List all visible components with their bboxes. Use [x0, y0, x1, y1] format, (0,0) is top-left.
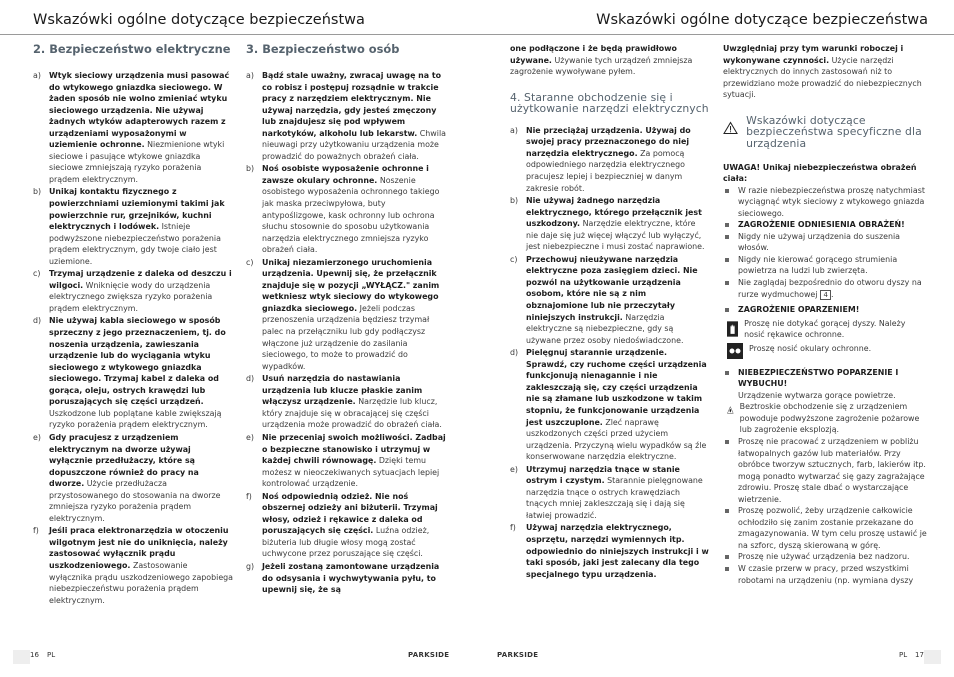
list-item	[33, 186, 233, 267]
item-letter: a)	[33, 71, 41, 80]
list-item	[246, 491, 446, 560]
item-bold-text: Pielęgnuj starannie urządzenie. Sprawdź, czy ruchome części urządzenia funkcjonują nienagannie i nie zakleszczają się, czy części urządzenia nie są złamane lub uszkodzone w takim stopniu, że funkcjonowanie urządzenia jest uszczuplone.	[526, 348, 707, 427]
list-item	[33, 70, 233, 185]
item-letter: g)	[246, 561, 255, 571]
left-page-header	[0, 0, 477, 35]
continued-paragraph: one podłączone i że będą prawidłowo używane. Używanie tych urządzeń zmniejsza zagrożenie wywoływane pyłem.	[510, 44, 693, 77]
list-item	[246, 373, 446, 431]
left-header-title: Wskazówki ogólne dotyczące bezpieczeństwa	[33, 12, 365, 28]
item-text: Zleć naprawę uszkodzonych części przed użyciem urządzenia. Przyczyną wielu wypadków są źle konserwowane narzędzia elektryczne.	[526, 417, 707, 462]
section-heading: 2. Bezpieczeństwo elektryczne	[33, 42, 231, 56]
column-electrical-safety	[33, 43, 233, 607]
item-bold-text: Nie używaj żadnego narzędzia elektrycznego, którego przełącznik jest uszkodzony.	[526, 196, 702, 229]
item-text: Dzięki temu możesz w nieoczekiwanych sytuacjach lepiej kontrolować urządzenie.	[262, 456, 440, 489]
fire-warning: NIEBEZPIECZEŃSTWO POPARZENIE I WYBUCHU!	[723, 367, 928, 390]
item-bold-text: Usuń narzędzia do nastawiania urządzenia lub klucze płaskie zanim włączysz urządzenie.	[262, 374, 423, 407]
right-header-title: Wskazówki ogólne dotyczące bezpieczeństwa	[596, 12, 928, 28]
item-bold-text: Wtyk sieciowy urządzenia musi pasować do wtykowego gniazdka sieciowego. W żaden sposób nie wolno zmieniać wtyku sieciowego urządzenia. Nie używaj żadnych wtyków adapterowych razem z urządzeniami wyposażonymi w uziemienie ochronne.	[49, 71, 230, 150]
item-text: Luźna odzież, biżuteria lub długie włosy mogą zostać uchwycone przez poruszające się części.	[262, 526, 430, 559]
item-letter: d)	[33, 316, 42, 326]
list-item	[33, 268, 233, 314]
flame-icon	[727, 401, 734, 419]
list-item	[510, 522, 710, 580]
section-heading: 3. Bezpieczeństwo osób	[246, 42, 400, 56]
warning-triangle-icon	[723, 115, 738, 141]
item-letter: a)	[246, 71, 254, 80]
list-item	[510, 254, 710, 346]
item-text: Zastosowanie wyłącznika prądu uszkodzeniowego zapobiega niebezpieczeństwu porażenia prądem elektrycznym.	[49, 560, 234, 605]
item-text: Niezmienione wtyki sieciowe i pasujące wtykowe gniazdka sieciowe zmniejszają ryzyko porażenia prądem elektrycznym.	[49, 140, 225, 184]
item-letter: b)	[246, 164, 255, 174]
footer-left: 16	[30, 651, 39, 659]
bullet-item: Nigdy nie używaj urządzenia do suszenia włosów.	[723, 231, 928, 254]
section-heading: Wskazówki dotyczące bezpieczeństwa specyficzne dla urządzenia	[746, 113, 922, 150]
list-item	[510, 125, 710, 194]
goggles-icon	[727, 343, 743, 359]
list-item	[510, 464, 710, 522]
reference-number: 4	[820, 290, 830, 300]
column-device-specific: Uwzględniaj przy tym warunki roboczej i wykonywane czynności. Użycie narzędzi elektrycznych do innych zastosowań niż to przewidziano może prowadzić do niebezpiecznych sytuacji. Wskazówki dotyczące bezpieczeństwa specyficzne dla urządzenia UWAGA! Unikaj niebezpieczeństwa obrażeń ciała: W razie niebezpieczeństwa proszę natychmiast wyciągnąć wtyk sieciowy z wtykowego gniazda sieciowego. ZAGROŻENIE ODNIESIENIA OBRAŻEŃ! Nigdy nie używaj urządzenia do suszenia włosów. Nigdy nie kierować gorącego strumienia powietrza na ludzi lub zwierzęta. Nie zaglądaj bezpośrednio do otworu dyszy na rurze wydmuchowej 4 . ZAGROŻENIE OPARZENIEM! Proszę nie dotykać gorącej dyszy. Należy nosić rękawice ochronne. Proszę nosić okulary ochronne. NIEBEZPIECZEŃSTWO POPARZENIE I WYBUCHU! Urządzenie wytwarza gorące powietrze. Beztroskie obchodzenie się z urządzeniem powoduje podwyższone zagrożenie pożarowe lub zagrożenie eksplozją. Proszę nie pracować z urządzeniem w pobliżu łatwopalnych gazów lub materiałów. Przy obróbce tworzyw sztucznych, farb, lakierów itp. mogą ponadto wytwarzać się gazy zagrażające zdrowiu. Proszę stale dbać o wystarczające wietrzenie. Proszę pozwolić, żeby urządzenie całkowicie ochłodziło się zanim zostanie przekazane do zmagazynowania. W tym celu proszę ustawić je na szforc, dyszą skierowaną w górę. Proszę nie używać urządzenia bez nadzoru. W czasie przerw w pracy, przed wszystkimi robotami na urządzeniu (np. wymiana dyszy	[723, 44, 927, 585]
item-letter: c)	[246, 257, 254, 267]
item-bold-text: Przechowuj nieużywane narzędzia elektryczne poza zasięgiem dzieci. Nie pozwól na użytkowanie urządzenia osobom, które nie są z nim obznajomione lub nie przeczytały niniejszych instrukcji.	[526, 254, 698, 322]
warning-text: UWAGA! Unikaj niebezpieczeństwa obrażeń ciała:	[723, 162, 917, 184]
item-letter: f)	[510, 523, 516, 533]
item-text: Za pomocą odpowiedniego narzędzia elektrycznego pracujesz lepiej i bezpieczniej w danym zakresie robót.	[526, 148, 685, 193]
item-text: Narzędzie elektryczne, które nie daje się już więcej włączyć lub wyłączyć, jest niebezpieczne i musi zostać naprawione.	[526, 219, 705, 252]
list-item	[510, 347, 710, 462]
item-text: Narzędzie lub klucz, który znajduje się w obracającej się części urządzenia może prowadzić do obrażeń ciała.	[262, 397, 442, 430]
item-text: Chwila nieuwagi przy użytkowaniu urządzenia może prowadzić do poważnych obrażeń ciała.	[262, 128, 446, 161]
list-item	[33, 525, 233, 606]
item-letter: e)	[33, 432, 41, 442]
page-number-box-right	[924, 650, 941, 664]
bullet-item: Proszę pozwolić, żeby urządzenie całkowicie ochłodziło się zanim zostanie przekazane do zmagazynowania. W tym celu proszę ustawić je na szforc, dyszą skierowaną w górę.	[723, 505, 928, 551]
hot-air-warning: ZAGROŻENIE ODNIESIENIA OBRAŻEŃ!	[723, 219, 928, 231]
item-text: Starannie pielęgnowane narzędzia tnące o ostrych krawędziach tnących mniej zakleszczają się i dają się łatwiej prowadzić.	[526, 476, 703, 520]
continued-paragraph: Uwzględniaj przy tym warunki roboczej i wykonywane czynności. Użycie narzędzi elektrycznych do innych zastosowań niż to przewidziano może prowadzić do niebezpiecznych sytuacji.	[723, 44, 922, 100]
list-item	[246, 257, 446, 372]
item-bold-text: Utrzymuj narzędzia tnące w stanie ostrym i czystym.	[526, 464, 680, 486]
item-bold-text: Nie używaj kabla sieciowego w sposób sprzeczny z jego przeznaczeniem, tj. do noszenia urządzenia, zawieszania urządzenie lub do wyciągania wtyku sieciowego z wtykowego gniazdka sieciowego. Trzymaj kabel z daleka od gorąca, oleju, ostrych krawędzi lub poruszających się części urządzeń.	[49, 316, 226, 407]
item-letter: e)	[246, 432, 254, 442]
gloves-icon	[727, 318, 738, 340]
column-personal-safety	[246, 43, 446, 597]
item-bold-text: Jeżeli zostaną zamontowane urządzenia do odsysania i wychwytywania pyłu, to upewnij się, że są	[262, 561, 440, 595]
section-heading: 4. Staranne obchodzenie się i użytkowanie narzędzi elektrycznych	[510, 90, 709, 116]
item-text: Jeżeli podczas przenoszenia urządzenia będziesz trzymał palec na przełączniku lub gdy podłączysz włączone już urządzenie do zasilania sieciowego, to może to prowadzić do wypadków.	[262, 303, 430, 371]
list-item	[33, 315, 233, 430]
bullet-item: Nigdy nie kierować gorącego strumienia powietrza na ludzi lub zwierzęta.	[723, 254, 928, 277]
item-letter: a)	[510, 125, 518, 135]
page-number-box-left	[13, 650, 30, 664]
item-bold-text: Nie przeceniaj swoich możliwości. Zadbaj o bezpieczne stanowisko i utrzymuj w każdej chwili równowagę.	[262, 432, 446, 466]
item-letter: b)	[33, 187, 42, 197]
item-bold-text: Unikaj niezamierzonego uruchomienia urządzenia. Upewnij się, że przełącznik znajduje się w pozycji „WYŁĄCZ." zanim wetkniesz wtyk sieciowy do wtykowego gniazdka sieciowego.	[262, 257, 440, 313]
item-text: Noszenie osobistego wyposażenia ochronnego takiego jak maska przeciwpyłowa, buty antypoślizgowe, kask ochronny lub ochrona słuchu stosownie do sposobu użytkowania narzędzia elektrycznego zmniejsza ryzyko obrażeń ciała.	[262, 175, 440, 255]
item-bold-text: Używaj narzędzia elektrycznego, osprzętu, narzędzi wymiennych itp. odpowiednio do niniejszych instrukcji i w taki sposób, jaki jest zalecany dla tego specjalnego typu urządzenia.	[526, 523, 709, 579]
column-tool-handling	[510, 43, 710, 581]
item-letter: c)	[33, 269, 41, 279]
device-safety-heading-block	[723, 115, 928, 150]
item-text: Narzędzia elektryczne są niebezpieczne, gdy są używane przez osoby niedoświadczone.	[526, 312, 684, 345]
item-letter: f)	[33, 526, 39, 536]
item-text: Istnieje podwyższone niebezpieczeństwo porażenia prądem elektrycznym, gdy twoje ciało jest uziemione.	[49, 222, 221, 266]
item-letter: d)	[510, 348, 519, 358]
list-item	[33, 432, 233, 524]
right-page-header	[477, 0, 954, 35]
item-bold-text: Trzymaj urządzenie z daleka od deszczu i wilgoci.	[49, 269, 232, 290]
bullet-item: Proszę nie używać urządzenia bez nadzoru.	[723, 551, 928, 563]
burn-warning: ZAGROŻENIE OPARZENIEM!	[723, 304, 928, 316]
item-bold-text: Bądź stale uważny, zwracaj uwagę na to co robisz i postępuj rozsądnie w trakcie pracy z narzędziem elektrycznym. Nie używaj narzędzia, gdy jesteś zmęczony lub znajdujesz się pod wpływem narkotyków, alkoholu lub lekarstw.	[262, 71, 442, 138]
item-bold-text: Noś odpowiednią odzież. Nie noś obszernej odzieży ani biżuterii. Trzymaj włosy, odzież i rękawice z daleka od poruszających się części.	[262, 491, 438, 536]
list-item	[246, 163, 446, 255]
item-letter: c)	[510, 254, 518, 264]
item-text: Uszkodzone lub poplątane kable zwiększają ryzyko porażenia prądem elektrycznym.	[49, 408, 222, 430]
item-letter: e)	[510, 464, 518, 474]
bullet-item: W razie niebezpieczeństwa proszę natychmiast wyciągnąć wtyk sieciowy z wtykowego gniazda sieciowego.	[723, 185, 928, 220]
bullet-item: W czasie przerw w pracy, przed wszystkimi robotami na urządzeniu (np. wymiana dyszy	[723, 563, 928, 586]
item-letter: b)	[510, 196, 519, 206]
item-letter: d)	[246, 374, 255, 384]
item-bold-text: Gdy pracujesz z urządzeniem elektrycznym na dworze używaj wyłącznie przedłużaczy, które są dopuszczone również do pracy na dworze.	[49, 432, 199, 489]
bullet-item: Nie zaglądaj bezpośrednio do otworu dyszy na rurze wydmuchowej 4 .	[723, 277, 928, 301]
list-item	[246, 432, 446, 490]
item-bold-text: Jeśli praca elektronarzędzia w otoczeniu wilgotnym jest nie do uniknięcia, należy zastosować wyłącznik prądu uszkodzeniowego.	[49, 526, 229, 570]
bullet-item: Proszę nie pracować z urządzeniem w pobliżu łatwopalnych gazów lub materiałów. Przy obróbce tworzyw sztucznych, farb, lakierów itp. mogą ponadto wytwarzać się gazy zagrażające zdrowiu. Proszę stale dbać o wystarczające wietrzenie.	[723, 436, 928, 505]
item-bold-text: Nie przeciążaj urządzenia. Używaj do swojej pracy przeznaczonego do niej narzędzia elektrycznego.	[526, 125, 691, 158]
item-bold-text: Noś osobiste wyposażenie ochronne i zawsze okulary ochronne.	[262, 164, 429, 185]
list-item	[246, 70, 446, 162]
list-item	[510, 195, 710, 253]
item-letter: f)	[246, 491, 252, 501]
item-bold-text: Unikaj kontaktu fizycznego z powierzchniami uziemionymi takimi jak powierzchnie rur, grzejników, kuchni elektrycznych i lodówek.	[49, 187, 225, 232]
list-item	[246, 561, 446, 596]
item-text: Wniknięcie wody do urządzenia elektrycznego zwiększa ryzyko porażenia prądem elektrycznym.	[49, 280, 213, 313]
item-text: Użycie przedłużacza przystosowanego do stosowania na dworze zmniejsza ryzyko porażenia prądem elektrycznym.	[49, 479, 221, 523]
